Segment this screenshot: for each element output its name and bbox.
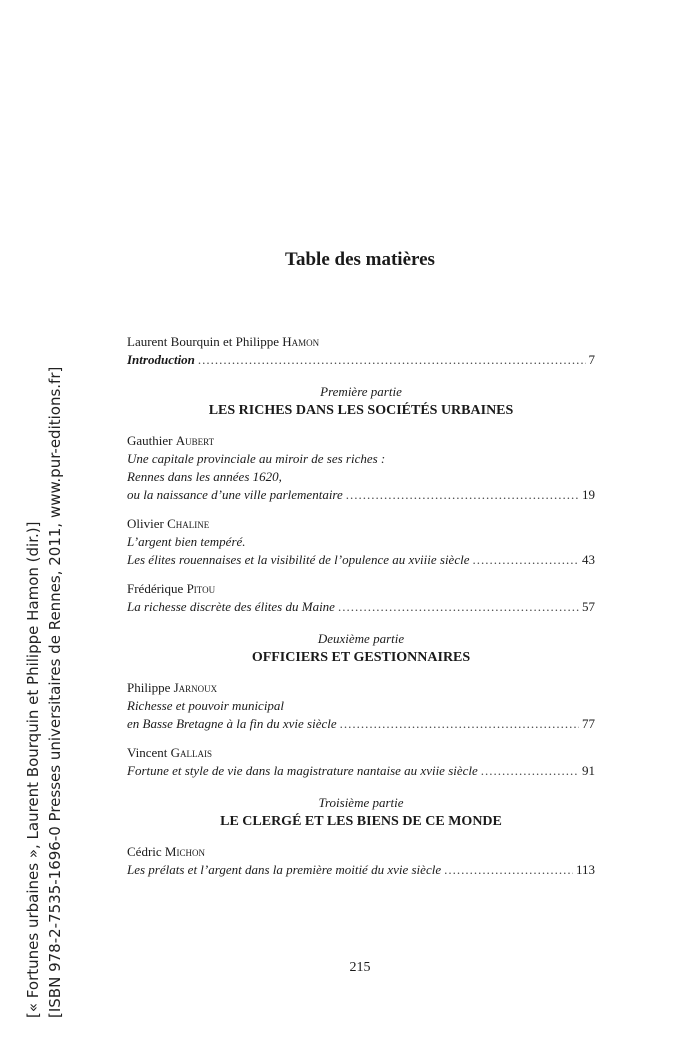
entry-title-line: en Basse Bretagne à la fin du xvie siècle ..... 77 — [127, 715, 595, 733]
entry-page: 43 — [582, 552, 595, 567]
entry-page: 91 — [582, 763, 595, 778]
part-heading-3 — [127, 794, 595, 832]
dot-leader — [346, 486, 579, 504]
entry-title-line: Rennes dans les années 1620, — [127, 469, 282, 484]
part-name: LE CLERGÉ ET LES BIENS DE CE MONDE — [220, 814, 502, 829]
table-of-contents — [127, 333, 595, 890]
entry-page: 77 — [582, 716, 595, 731]
entry-title-line: Une capitale provinciale au miroir de ses riches : — [127, 451, 386, 466]
entry-page: 19 — [582, 487, 595, 502]
entry-author: Gauthier Aubert — [127, 433, 215, 448]
entry-author: Laurent Bourquin et Philippe Hamon — [127, 334, 320, 349]
entry-title-line: Fortune et style de vie dans la magistrature nantaise au xviie siècle ..... 91 — [127, 762, 595, 780]
entry-title-line: Les élites rouennaises et la visibilité de l’opulence au xviiie siècle ..... 43 — [127, 551, 595, 569]
toc-entry-michon[interactable] — [127, 843, 595, 879]
entry-author: Cédric Michon — [127, 844, 205, 859]
side-note — [22, 367, 66, 1018]
part-heading-1 — [127, 383, 595, 421]
dot-leader — [481, 762, 579, 780]
toc-entry-aubert[interactable] — [127, 432, 595, 504]
toc-entry-gallais[interactable] — [127, 744, 595, 780]
entry-title-line: L’argent bien tempéré. — [127, 534, 246, 549]
entry-page: 57 — [582, 599, 595, 614]
side-note-line-2: [ISBN 978-2-7535-1696-0 Presses universitaires de Rennes, 2011, www.pur-editions.fr] — [46, 366, 64, 1018]
part-name: OFFICIERS ET GESTIONNAIRES — [251, 650, 471, 665]
toc-entry-introduction[interactable] — [127, 333, 595, 369]
part-label: Première partie — [320, 384, 402, 399]
dot-leader — [198, 351, 586, 369]
entry-page: 7 — [588, 352, 595, 367]
part-label: Deuxième partie — [317, 631, 405, 646]
page-title: Table des matières — [285, 249, 435, 270]
toc-entry-pitou[interactable] — [127, 580, 595, 616]
dot-leader — [472, 551, 579, 569]
dot-leader — [340, 715, 579, 733]
toc-entry-jarnoux[interactable] — [127, 679, 595, 733]
entry-title-line: La richesse discrète des élites du Maine ..... 57 — [127, 598, 595, 616]
page-number: 215 — [349, 960, 371, 975]
dot-leader — [338, 598, 579, 616]
entry-title-line: Richesse et pouvoir municipal — [127, 698, 285, 713]
entry-author: Philippe Jarnoux — [127, 680, 218, 695]
entry-author: Frédérique Pitou — [127, 581, 216, 596]
entry-author: Olivier Chaline — [127, 516, 210, 531]
entry-page: 113 — [575, 862, 595, 877]
side-note-line-1: [« Fortunes urbaines », Laurent Bourquin et Philippe Hamon (dir.)] — [24, 521, 42, 1018]
part-name: LES RICHES DANS LES SOCIÉTÉS URBAINES — [208, 403, 514, 418]
toc-entry-chaline[interactable] — [127, 515, 595, 569]
dot-leader — [444, 861, 573, 879]
entry-title-line: ou la naissance d’une ville parlementaire ..... 19 — [127, 486, 595, 504]
entry-title-line — [127, 351, 595, 369]
entry-title: Introduction — [127, 352, 195, 367]
part-label: Troisième partie — [318, 795, 404, 810]
entry-author: Vincent Gallais — [127, 745, 213, 760]
part-heading-2 — [127, 630, 595, 668]
entry-title-line: Les prélats et l’argent dans la première moitié du xvie siècle ..... 113 — [127, 861, 595, 879]
